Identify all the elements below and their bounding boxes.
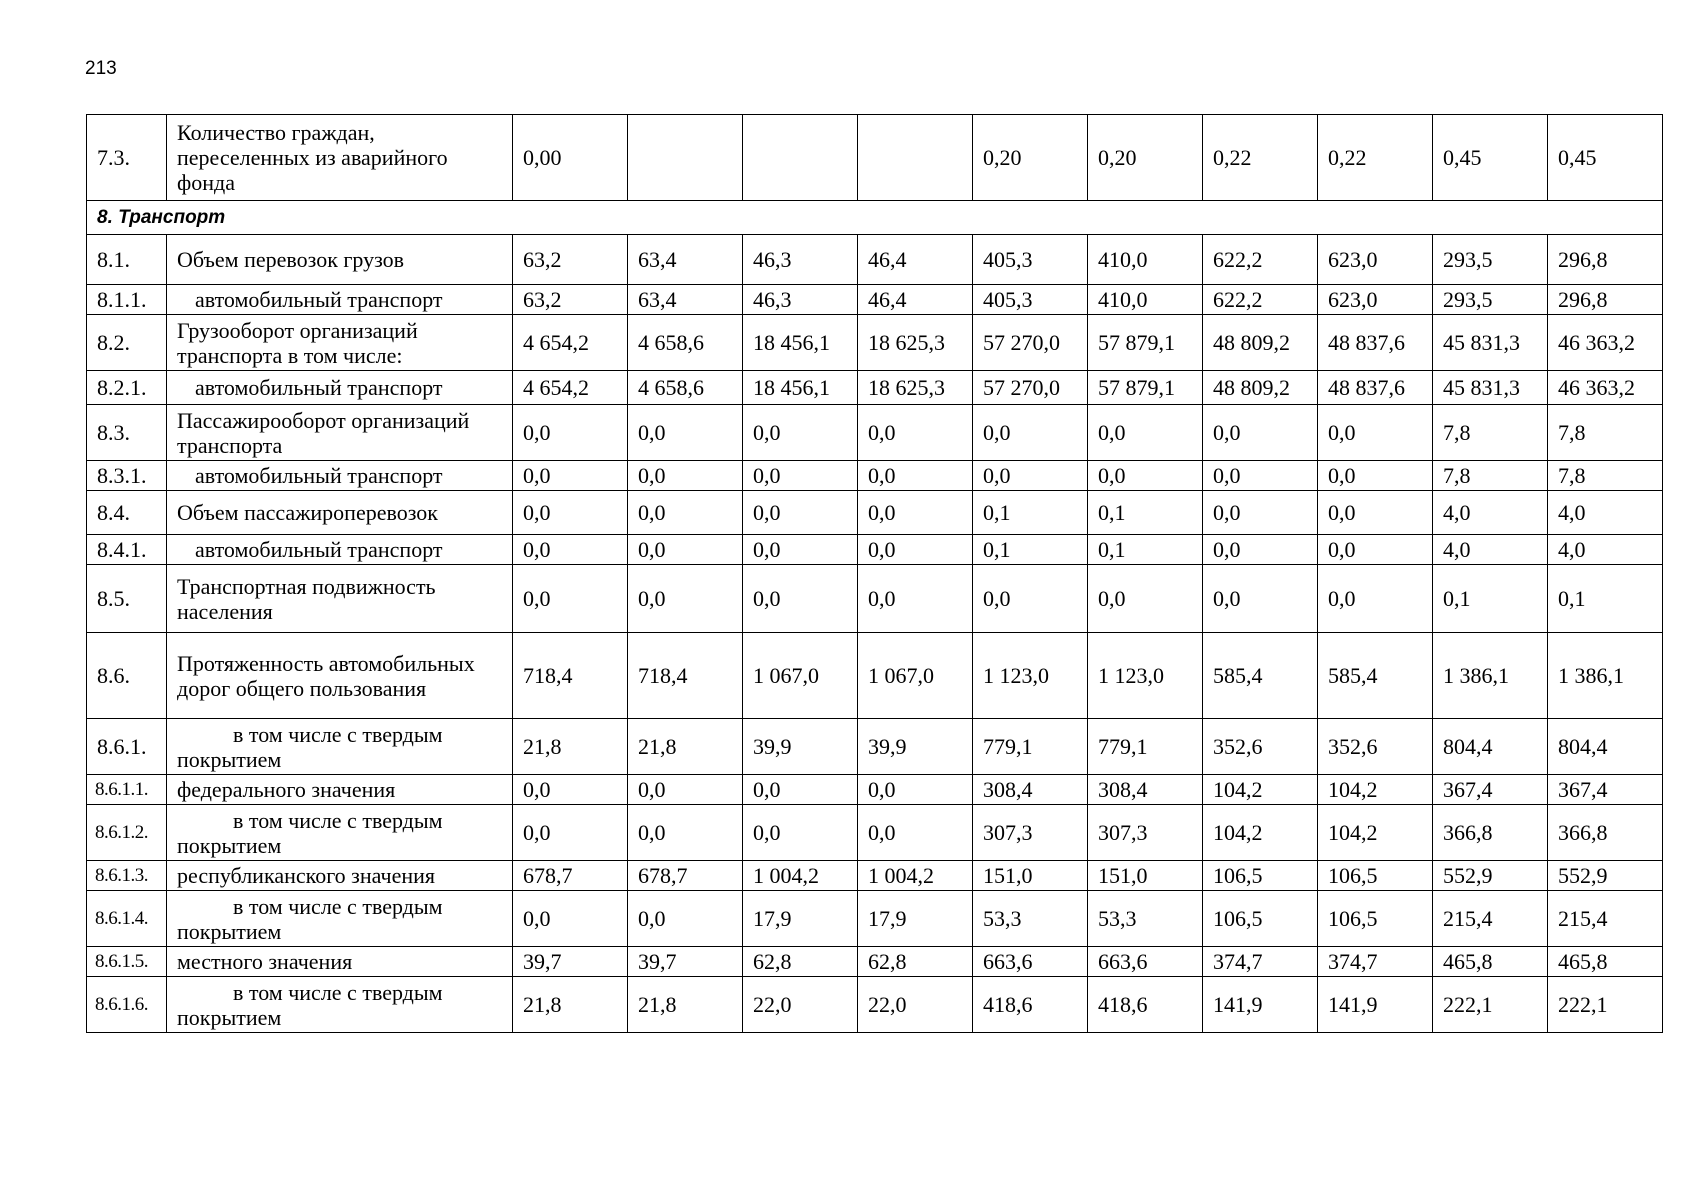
value-cell: 0,0 (628, 491, 743, 535)
value-cell: 0,0 (1088, 405, 1203, 461)
value-cell: 4,0 (1433, 535, 1548, 565)
row-name: в том числе с твердым покрытием (167, 891, 513, 947)
value-cell: 7,8 (1433, 461, 1548, 491)
page-number: 213 (85, 58, 117, 79)
value-cell: 374,7 (1318, 947, 1433, 977)
value-cell: 410,0 (1088, 235, 1203, 285)
value-cell: 0,1 (1433, 565, 1548, 633)
value-cell: 623,0 (1318, 235, 1433, 285)
row-code: 8.3. (87, 405, 167, 461)
value-cell (628, 115, 743, 201)
value-cell: 48 809,2 (1203, 315, 1318, 371)
value-cell: 552,9 (1548, 861, 1663, 891)
row-name: Транспортная подвижность населения (167, 565, 513, 633)
value-cell: 53,3 (1088, 891, 1203, 947)
value-cell: 57 879,1 (1088, 371, 1203, 405)
value-cell: 293,5 (1433, 285, 1548, 315)
value-cell: 106,5 (1203, 861, 1318, 891)
row-code: 8.1.1. (87, 285, 167, 315)
value-cell: 46 363,2 (1548, 371, 1663, 405)
value-cell: 0,0 (743, 535, 858, 565)
value-cell: 18 625,3 (858, 371, 973, 405)
value-cell: 7,8 (1433, 405, 1548, 461)
value-cell: 0,0 (858, 535, 973, 565)
value-cell: 465,8 (1433, 947, 1548, 977)
value-cell: 0,0 (1318, 405, 1433, 461)
value-cell: 293,5 (1433, 235, 1548, 285)
value-cell: 0,22 (1203, 115, 1318, 201)
indicators-table (86, 114, 1663, 1033)
value-cell: 663,6 (1088, 947, 1203, 977)
value-cell: 18 625,3 (858, 315, 973, 371)
value-cell: 367,4 (1548, 775, 1663, 805)
table-body (87, 115, 1663, 1033)
value-cell: 4 654,2 (513, 371, 628, 405)
row-code: 8.1. (87, 235, 167, 285)
value-cell: 151,0 (973, 861, 1088, 891)
value-cell: 0,0 (513, 891, 628, 947)
row-name: автомобильный транспорт (167, 371, 513, 405)
value-cell: 0,45 (1548, 115, 1663, 201)
row-code: 8.6.1.1. (87, 775, 167, 805)
table-row (87, 115, 1663, 201)
value-cell: 1 004,2 (743, 861, 858, 891)
value-cell: 0,22 (1318, 115, 1433, 201)
row-name: Объем пассажироперевозок (167, 491, 513, 535)
value-cell: 21,8 (513, 977, 628, 1033)
value-cell: 21,8 (628, 977, 743, 1033)
value-cell: 663,6 (973, 947, 1088, 977)
row-code: 8.6.1.2. (87, 805, 167, 861)
value-cell: 0,0 (628, 405, 743, 461)
value-cell: 151,0 (1088, 861, 1203, 891)
row-name: автомобильный транспорт (167, 285, 513, 315)
value-cell: 0,00 (513, 115, 628, 201)
value-cell: 0,0 (743, 461, 858, 491)
row-code: 8.4.1. (87, 535, 167, 565)
value-cell: 48 837,6 (1318, 315, 1433, 371)
value-cell: 0,0 (513, 461, 628, 491)
value-cell: 0,45 (1433, 115, 1548, 201)
value-cell: 57 270,0 (973, 315, 1088, 371)
value-cell: 718,4 (513, 633, 628, 719)
row-name: в том числе с твердым покрытием (167, 977, 513, 1033)
value-cell: 141,9 (1318, 977, 1433, 1033)
value-cell: 104,2 (1318, 775, 1433, 805)
table-row (87, 235, 1663, 285)
value-cell: 39,7 (513, 947, 628, 977)
value-cell: 0,0 (1203, 491, 1318, 535)
row-code: 8.6.1.6. (87, 977, 167, 1033)
value-cell: 623,0 (1318, 285, 1433, 315)
row-code: 8.2.1. (87, 371, 167, 405)
value-cell: 1 123,0 (1088, 633, 1203, 719)
value-cell: 374,7 (1203, 947, 1318, 977)
value-cell: 7,8 (1548, 405, 1663, 461)
row-name: Количество граждан, переселенных из аварийного фонда (167, 115, 513, 201)
value-cell: 215,4 (1433, 891, 1548, 947)
value-cell: 0,0 (513, 775, 628, 805)
value-cell: 779,1 (973, 719, 1088, 775)
value-cell: 779,1 (1088, 719, 1203, 775)
value-cell: 0,0 (1318, 565, 1433, 633)
value-cell: 552,9 (1433, 861, 1548, 891)
value-cell: 0,0 (858, 405, 973, 461)
value-cell: 46,3 (743, 235, 858, 285)
value-cell: 0,0 (858, 461, 973, 491)
value-cell: 410,0 (1088, 285, 1203, 315)
value-cell: 0,1 (973, 535, 1088, 565)
value-cell: 4 658,6 (628, 371, 743, 405)
value-cell: 0,0 (858, 775, 973, 805)
value-cell: 585,4 (1203, 633, 1318, 719)
row-code: 8.4. (87, 491, 167, 535)
value-cell: 622,2 (1203, 235, 1318, 285)
value-cell: 104,2 (1203, 775, 1318, 805)
value-cell (858, 115, 973, 201)
row-code: 8.6.1. (87, 719, 167, 775)
value-cell: 222,1 (1433, 977, 1548, 1033)
value-cell: 0,0 (858, 565, 973, 633)
row-name: Пассажирооборот организаций транспорта (167, 405, 513, 461)
value-cell: 0,0 (973, 565, 1088, 633)
value-cell: 4,0 (1433, 491, 1548, 535)
value-cell: 405,3 (973, 235, 1088, 285)
row-code: 8.5. (87, 565, 167, 633)
value-cell: 0,0 (1088, 461, 1203, 491)
row-name: Протяженность автомобильных дорог общего пользования (167, 633, 513, 719)
value-cell: 804,4 (1548, 719, 1663, 775)
value-cell: 48 809,2 (1203, 371, 1318, 405)
value-cell: 106,5 (1318, 891, 1433, 947)
value-cell: 0,0 (628, 891, 743, 947)
table-row (87, 775, 1663, 805)
value-cell: 0,20 (973, 115, 1088, 201)
row-code: 8.2. (87, 315, 167, 371)
value-cell: 0,0 (743, 565, 858, 633)
section-row (87, 201, 1663, 235)
row-name: республиканского значения (167, 861, 513, 891)
table-row (87, 371, 1663, 405)
value-cell: 622,2 (1203, 285, 1318, 315)
value-cell: 46,3 (743, 285, 858, 315)
section-title: 8. Транспорт (87, 201, 1663, 235)
value-cell: 308,4 (1088, 775, 1203, 805)
row-code: 8.6.1.4. (87, 891, 167, 947)
value-cell: 585,4 (1318, 633, 1433, 719)
value-cell: 1 067,0 (858, 633, 973, 719)
value-cell: 39,9 (858, 719, 973, 775)
table-row (87, 535, 1663, 565)
row-name: в том числе с твердым покрытием (167, 805, 513, 861)
value-cell: 1 067,0 (743, 633, 858, 719)
value-cell: 22,0 (743, 977, 858, 1033)
value-cell: 366,8 (1433, 805, 1548, 861)
value-cell: 4,0 (1548, 491, 1663, 535)
value-cell: 0,0 (628, 461, 743, 491)
value-cell: 46 363,2 (1548, 315, 1663, 371)
row-name: в том числе с твердым покрытием (167, 719, 513, 775)
value-cell: 0,0 (628, 805, 743, 861)
value-cell: 405,3 (973, 285, 1088, 315)
value-cell: 0,0 (1318, 461, 1433, 491)
value-cell: 39,9 (743, 719, 858, 775)
value-cell: 53,3 (973, 891, 1088, 947)
value-cell: 21,8 (628, 719, 743, 775)
row-code: 8.6.1.3. (87, 861, 167, 891)
row-name: местного значения (167, 947, 513, 977)
value-cell: 63,4 (628, 235, 743, 285)
value-cell: 104,2 (1318, 805, 1433, 861)
value-cell: 0,1 (973, 491, 1088, 535)
value-cell: 0,0 (858, 805, 973, 861)
value-cell: 215,4 (1548, 891, 1663, 947)
value-cell: 0,0 (513, 565, 628, 633)
value-cell: 22,0 (858, 977, 973, 1033)
table-row (87, 315, 1663, 371)
table-row (87, 461, 1663, 491)
table-row (87, 285, 1663, 315)
value-cell: 45 831,3 (1433, 315, 1548, 371)
row-name: автомобильный транспорт (167, 535, 513, 565)
value-cell: 352,6 (1318, 719, 1433, 775)
value-cell: 0,0 (743, 775, 858, 805)
value-cell: 0,0 (1318, 535, 1433, 565)
value-cell: 804,4 (1433, 719, 1548, 775)
value-cell: 0,0 (1203, 535, 1318, 565)
table-row (87, 891, 1663, 947)
value-cell: 0,0 (743, 405, 858, 461)
value-cell: 0,0 (513, 535, 628, 565)
value-cell (743, 115, 858, 201)
value-cell: 18 456,1 (743, 371, 858, 405)
value-cell: 678,7 (513, 861, 628, 891)
value-cell: 0,1 (1088, 491, 1203, 535)
value-cell: 4 658,6 (628, 315, 743, 371)
value-cell: 0,0 (1203, 565, 1318, 633)
value-cell: 0,0 (743, 491, 858, 535)
value-cell: 0,0 (1088, 565, 1203, 633)
value-cell: 222,1 (1548, 977, 1663, 1033)
value-cell: 0,0 (973, 461, 1088, 491)
value-cell: 62,8 (743, 947, 858, 977)
value-cell: 1 386,1 (1548, 633, 1663, 719)
value-cell: 62,8 (858, 947, 973, 977)
value-cell: 0,0 (513, 405, 628, 461)
value-cell: 106,5 (1318, 861, 1433, 891)
value-cell: 678,7 (628, 861, 743, 891)
value-cell: 45 831,3 (1433, 371, 1548, 405)
table-row (87, 947, 1663, 977)
value-cell: 57 270,0 (973, 371, 1088, 405)
value-cell: 0,0 (513, 491, 628, 535)
value-cell: 7,8 (1548, 461, 1663, 491)
value-cell: 0,0 (1318, 491, 1433, 535)
value-cell: 0,0 (513, 805, 628, 861)
value-cell: 296,8 (1548, 235, 1663, 285)
table-row (87, 565, 1663, 633)
value-cell: 0,0 (628, 535, 743, 565)
table-row (87, 977, 1663, 1033)
value-cell: 0,0 (628, 565, 743, 633)
value-cell: 57 879,1 (1088, 315, 1203, 371)
value-cell: 63,2 (513, 285, 628, 315)
value-cell: 418,6 (1088, 977, 1203, 1033)
value-cell: 1 123,0 (973, 633, 1088, 719)
value-cell: 296,8 (1548, 285, 1663, 315)
row-code: 8.3.1. (87, 461, 167, 491)
value-cell: 307,3 (1088, 805, 1203, 861)
value-cell: 418,6 (973, 977, 1088, 1033)
value-cell: 46,4 (858, 235, 973, 285)
value-cell: 366,8 (1548, 805, 1663, 861)
value-cell: 0,0 (973, 405, 1088, 461)
value-cell: 4 654,2 (513, 315, 628, 371)
value-cell: 104,2 (1203, 805, 1318, 861)
value-cell: 63,4 (628, 285, 743, 315)
value-cell: 141,9 (1203, 977, 1318, 1033)
table-row (87, 633, 1663, 719)
value-cell: 307,3 (973, 805, 1088, 861)
row-code: 8.6. (87, 633, 167, 719)
table-row (87, 491, 1663, 535)
value-cell: 21,8 (513, 719, 628, 775)
row-name: Грузооборот организаций транспорта в том числе: (167, 315, 513, 371)
value-cell: 308,4 (973, 775, 1088, 805)
value-cell: 465,8 (1548, 947, 1663, 977)
value-cell: 0,0 (628, 775, 743, 805)
value-cell: 1 004,2 (858, 861, 973, 891)
value-cell: 1 386,1 (1433, 633, 1548, 719)
value-cell: 0,0 (1203, 461, 1318, 491)
value-cell: 367,4 (1433, 775, 1548, 805)
row-name: Объем перевозок грузов (167, 235, 513, 285)
row-code: 7.3. (87, 115, 167, 201)
row-name: автомобильный транспорт (167, 461, 513, 491)
value-cell: 0,0 (1203, 405, 1318, 461)
value-cell: 4,0 (1548, 535, 1663, 565)
value-cell: 0,1 (1548, 565, 1663, 633)
value-cell: 0,0 (743, 805, 858, 861)
value-cell: 17,9 (743, 891, 858, 947)
value-cell: 106,5 (1203, 891, 1318, 947)
value-cell: 48 837,6 (1318, 371, 1433, 405)
table-row (87, 405, 1663, 461)
table-row (87, 861, 1663, 891)
value-cell: 0,20 (1088, 115, 1203, 201)
value-cell: 63,2 (513, 235, 628, 285)
value-cell: 17,9 (858, 891, 973, 947)
value-cell: 718,4 (628, 633, 743, 719)
row-name: федерального значения (167, 775, 513, 805)
table-row (87, 805, 1663, 861)
value-cell: 39,7 (628, 947, 743, 977)
value-cell: 46,4 (858, 285, 973, 315)
table-row (87, 719, 1663, 775)
value-cell: 18 456,1 (743, 315, 858, 371)
value-cell: 0,0 (858, 491, 973, 535)
row-code: 8.6.1.5. (87, 947, 167, 977)
value-cell: 352,6 (1203, 719, 1318, 775)
value-cell: 0,1 (1088, 535, 1203, 565)
